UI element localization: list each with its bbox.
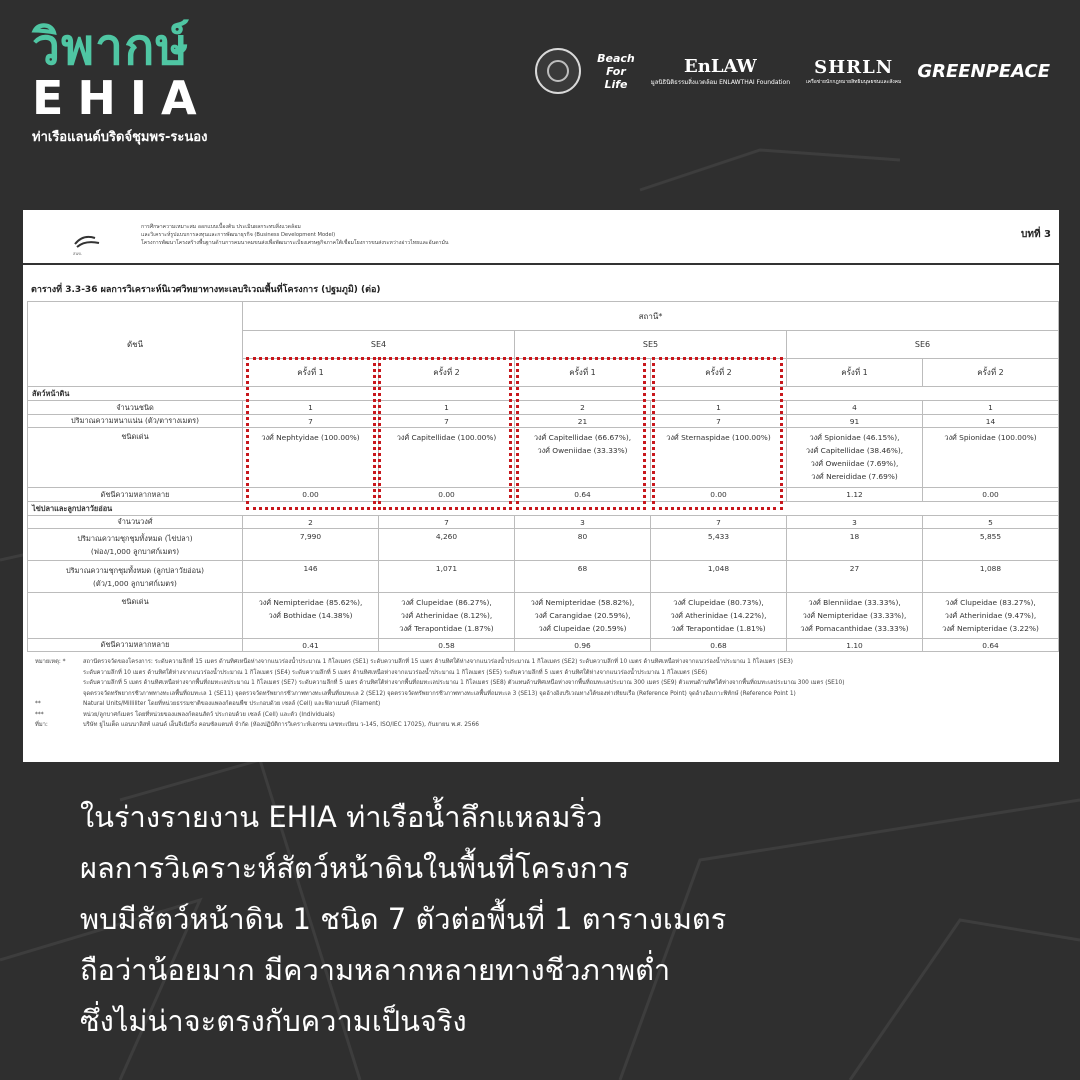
fish-section-label: ไข่ปลาและลูกปลาวัยอ่อน xyxy=(28,502,1059,516)
cell-value: 0.00 xyxy=(923,488,1059,502)
cell-value: 7 xyxy=(379,415,515,428)
partner-logos xyxy=(535,48,1050,94)
cell-value: 7 xyxy=(651,516,787,529)
table-row xyxy=(28,639,1059,652)
cell-value: 80 xyxy=(515,529,651,561)
round-header: ครั้งที่ 2 xyxy=(651,359,787,387)
highlight-box-se4-round2 xyxy=(378,357,512,510)
dominant-cell: วงศ์ Capitellidae (100.00%) xyxy=(379,428,515,488)
cell-value: 0.96 xyxy=(515,639,651,652)
cell-value: 68 xyxy=(515,561,651,593)
caption-line: ถือว่าน้อยมาก มีความหลากหลายทางชีวภาพต่ำ xyxy=(80,953,671,987)
cell-value: 1,071 xyxy=(379,561,515,593)
row-label: จำนวนวงศ์ xyxy=(28,516,243,529)
round-header: ครั้งที่ 1 xyxy=(787,359,923,387)
dominant-cell: วงศ์ Nephtyidae (100.00%) xyxy=(243,428,379,488)
index-header: ดัชนี xyxy=(28,302,243,387)
note-row: หมายเหตุ: * สถานีตรวจวัดของโครงการ: ระดับความลึกที่ 15 เมตร ด้านทิศเหนือห่างจากแนวร่องน้ำประมาณ 1 กิโลเมตร (SE1) ระดับความลึกที่ 15 เมตร ด้านทิศใต้ห่างจากแนวร่องน้ำประมาณ 1 กิโลเมตร (SE2) ระดับความลึกที่ 10 เมตร ด้านทิศเหนือห่างจากแนวร่องน้ำประมาณ 1 กิโลเมตร (SE3) xyxy=(35,659,793,665)
university-seal-icon xyxy=(535,48,581,94)
row-label: ดัชนีความหลากหลาย xyxy=(28,488,243,502)
cell-value: 0.00 xyxy=(379,488,515,502)
dominant-cell: วงศ์ Nemipteridae (85.62%), วงศ์ Bothidae (14.38%) xyxy=(243,593,379,639)
cell-value: 4,260 xyxy=(379,529,515,561)
cell-value: 0.00 xyxy=(243,488,379,502)
dominant-cell: วงศ์ Sternaspidae (100.00%) xyxy=(651,428,787,488)
cell-value: 3 xyxy=(787,516,923,529)
dominant-cell: วงศ์ Capitellidae (66.67%), วงศ์ Oweniidae (33.33%) xyxy=(515,428,651,488)
dominant-cell: วงศ์ Clupeidae (86.27%), วงศ์ Atherinidae (8.12%), วงศ์ Terapontidae (1.87%) xyxy=(379,593,515,639)
enlaw-logo: EnLAW มูลนิธินิติธรรมสิ่งแวดล้อม ENLAWTHAI Foundation xyxy=(650,55,791,86)
note-row: *** หน่วย/ลูกบาศก์เมตร โดยที่หน่วยของแพลงก์ตอนสัตว์ ประกอบด้วย เซลล์ (Cell) และตัว (Individuals) xyxy=(35,711,335,718)
note-row: ระดับความลึกที่ 10 เมตร ด้านทิศใต้ห่างจากแนวร่องน้ำประมาณ 1 กิโลเมตร (SE4) ระดับความลึกที่ 5 เมตร ด้านทิศเหนือห่างจากแนวร่องน้ำประมาณ 1 กิโลเมตร (SE5) ระดับความลึกที่ 5 เมตร ด้านทิศใต้ห่างจากแนวร่องน้ำประมาณ 1 กิโลเมตร (SE6) xyxy=(83,669,708,676)
caption-line: ผลการวิเคราะห์สัตว์หน้าดินในพื้นที่โครงการ xyxy=(80,851,630,885)
cell-value: 1 xyxy=(243,401,379,415)
table-row xyxy=(28,529,1059,561)
cell-value: 0.64 xyxy=(515,488,651,502)
cell-value: 1.12 xyxy=(787,488,923,502)
highlight-box-se5-round1 xyxy=(516,357,646,510)
highlight-box-se4-round1 xyxy=(246,357,376,510)
cell-value: 7 xyxy=(651,415,787,428)
row-label: ดัชนีความหลากหลาย xyxy=(28,639,243,652)
table-notes xyxy=(35,657,1053,731)
cell-value: 0.41 xyxy=(243,639,379,652)
row-label: ปริมาณความชุกชุมทั้งหมด (ลูกปลาวัยอ่อน) (ตัว/1,000 ลูกบาศก์เมตร) xyxy=(28,561,243,593)
chapter-label: บทที่ 3 xyxy=(1021,229,1051,240)
cell-value: 0.58 xyxy=(379,639,515,652)
row-label: ปริมาณความหนาแน่น (ตัว/ตารางเมตร) xyxy=(28,415,243,428)
report-excerpt xyxy=(23,210,1059,762)
caption-line: ซึ่งไม่น่าจะตรงกับความเป็นจริง xyxy=(80,1004,467,1038)
table-row xyxy=(28,593,1059,639)
cell-value: 2 xyxy=(243,516,379,529)
row-label: จำนวนชนิด xyxy=(28,401,243,415)
cell-value: 7 xyxy=(379,516,515,529)
caption-line: ในร่างรายงาน EHIA ท่าเรือน้ำลึกแหลมริ่ว xyxy=(80,800,603,834)
cell-value: 7,990 xyxy=(243,529,379,561)
project-description: การศึกษาความเหมาะสม ออกแบบเบื้องต้น ประเมินผลกระทบสิ่งแวดล้อม และวิเคราะห์รูปแบบการลงทุนและการพัฒนาธุรกิจ (Business Development Model) โครงการพัฒนาโครงสร้างพื้นฐานด้านการคมนาคมขนส่งเพื่อพัฒนาระเบียงเศรษฐกิจภาคใต้เชื่อมโยงการขนส่งระหว่างอ่าวไทยและอันดามัน xyxy=(141,224,449,246)
row-label: ชนิดเด่น xyxy=(28,593,243,639)
shrln-logo: SHRLN เครือข่ายนักกฎหมายสิทธิมนุษยชนและสังคม xyxy=(806,56,902,85)
note-row: ระดับความลึกที่ 5 เมตร ด้านทิศเหนือห่างจากพื้นที่ถมทะเลประมาณ 1 กิโลเมตร (SE7) ระดับความลึกที่ 5 เมตร ด้านทิศใต้ห่างจากพื้นที่ถมทะเลประมาณ 1 กิโลเมตร (SE8) ตัวแทนด้านทิศเหนือห่างจากพื้นที่ถมทะเลประมาณ 300 เมตร (SE9) ตัวแทนด้านทิศใต้ห่างจากพื้นที่ถมทะเลประมาณ 300 เมตร (SE10) xyxy=(83,680,845,686)
round-header: ครั้งที่ 2 xyxy=(379,359,515,387)
cell-value: 14 xyxy=(923,415,1059,428)
brand-title-en: EHIA xyxy=(32,71,211,125)
brand-subtitle: ท่าเรือแลนด์บริดจ์ชุมพร-ระนอง xyxy=(32,130,208,145)
row-label: ปริมาณความชุกชุมทั้งหมด (ไข่ปลา) (ฟอง/1,000 ลูกบาศก์เมตร) xyxy=(28,529,243,561)
round-header: ครั้งที่ 2 xyxy=(923,359,1059,387)
cell-value: 18 xyxy=(787,529,923,561)
table-row xyxy=(28,516,1059,529)
table-title: ตารางที่ 3.3-36 ผลการวิเคราะห์นิเวศวิทยาทางทะเลบริเวณพื้นที่โครงการ (ปฐมภูมิ) (ต่อ) xyxy=(31,285,381,295)
cell-value: 1,048 xyxy=(651,561,787,593)
cell-value: 5,855 xyxy=(923,529,1059,561)
caption-text xyxy=(80,792,1040,1047)
greenpeace-logo: GREENPEACE xyxy=(917,60,1050,82)
benthos-section-label: สัตว์หน้าดิน xyxy=(28,387,1059,401)
cell-value: 1 xyxy=(379,401,515,415)
dominant-cell: วงศ์ Clupeidae (80.73%), วงศ์ Atherinidae (14.22%), วงศ์ Terapontidae (1.81%) xyxy=(651,593,787,639)
agency-logo-icon xyxy=(73,232,101,250)
beach-for-life-logo: Beach For Life xyxy=(597,51,635,91)
station-se5: SE5 xyxy=(515,331,787,359)
dominant-cell: วงศ์ Clupeidae (83.27%), วงศ์ Atherinidae (9.47%), วงศ์ Nemipteridae (3.22%) xyxy=(923,593,1059,639)
cell-value: 4 xyxy=(787,401,923,415)
header-divider xyxy=(23,263,1059,265)
station-se4: SE4 xyxy=(243,331,515,359)
cell-value: 1 xyxy=(651,401,787,415)
cell-value: 1.10 xyxy=(787,639,923,652)
brand-title-thai: วิพากษ์ xyxy=(32,18,190,76)
highlight-box-se5-round2 xyxy=(652,357,783,510)
round-header: ครั้งที่ 1 xyxy=(515,359,651,387)
caption-line: พบมีสัตว์หน้าดิน 1 ชนิด 7 ตัวต่อพื้นที่ 1 ตารางเมตร xyxy=(80,902,727,936)
table-row xyxy=(28,561,1059,593)
cell-value: 0.64 xyxy=(923,639,1059,652)
dominant-cell: วงศ์ Spionidae (100.00%) xyxy=(923,428,1059,488)
cell-value: 5 xyxy=(923,516,1059,529)
cell-value: 0.00 xyxy=(651,488,787,502)
note-row: ** Natural Units/Milliliter โดยที่หน่วยธรรมชาติของแพลงก์ตอนพืช ประกอบด้วย เซลล์ (Cell) และฟิลาเมนต์ (Filament) xyxy=(35,701,381,707)
dominant-cell: วงศ์ Nemipteridae (58.82%), วงศ์ Carangidae (20.59%), วงศ์ Clupeidae (20.59%) xyxy=(515,593,651,639)
agency-logo-text: สนข. xyxy=(73,251,83,256)
row-label: ชนิดเด่น xyxy=(28,428,243,488)
round-header: ครั้งที่ 1 xyxy=(243,359,379,387)
cell-value: 1,088 xyxy=(923,561,1059,593)
cell-value: 5,433 xyxy=(651,529,787,561)
brand-logo xyxy=(32,20,272,147)
report-header xyxy=(23,210,1059,260)
note-row: ที่มา: บริษัท ยูไนเต็ด แอนนาลิสท์ แอนด์ เอ็นจิเนียริ่ง คอนซัลแตนท์ จำกัด (ห้องปฏิบัติการวิเคราะห์เอกชน เลขทะเบียน ว-145, ISO/IEC 17025), กันยายน พ.ศ. 2566 xyxy=(35,722,479,728)
cell-value: 7 xyxy=(243,415,379,428)
station-se6: SE6 xyxy=(787,331,1059,359)
dominant-cell: วงศ์ Spionidae (46.15%), วงศ์ Capitellidae (38.46%), วงศ์ Oweniidae (7.69%), วงศ์ Nereididae (7.69%) xyxy=(787,428,923,488)
cell-value: 3 xyxy=(515,516,651,529)
cell-value: 2 xyxy=(515,401,651,415)
cell-value: 146 xyxy=(243,561,379,593)
dominant-cell: วงศ์ Blenniidae (33.33%), วงศ์ Nemipteridae (33.33%), วงศ์ Pomacanthidae (33.33%) xyxy=(787,593,923,639)
cell-value: 27 xyxy=(787,561,923,593)
station-header: สถานี* xyxy=(243,302,1059,331)
note-row: จุดตรวจวัดทรัพยากรชีวภาพทางทะเลพื้นที่ถมทะเล 1 (SE11) จุดตรวจวัดทรัพยากรชีวภาพทางทะเลพื้นที่ถมทะเล 2 (SE12) จุดตรวจวัดทรัพยากรชีวภาพทางทะเลพื้นที่ถมทะเล 3 (SE13) จุดอ้างอิงบริเวณทางใต้ของท่าเทียบเรือ (Reference Point) จุดอ้างอิงเกาะพิทักษ์ (Reference Point 1) xyxy=(83,690,796,697)
cell-value: 21 xyxy=(515,415,651,428)
cell-value: 91 xyxy=(787,415,923,428)
cell-value: 1 xyxy=(923,401,1059,415)
cell-value: 0.68 xyxy=(651,639,787,652)
